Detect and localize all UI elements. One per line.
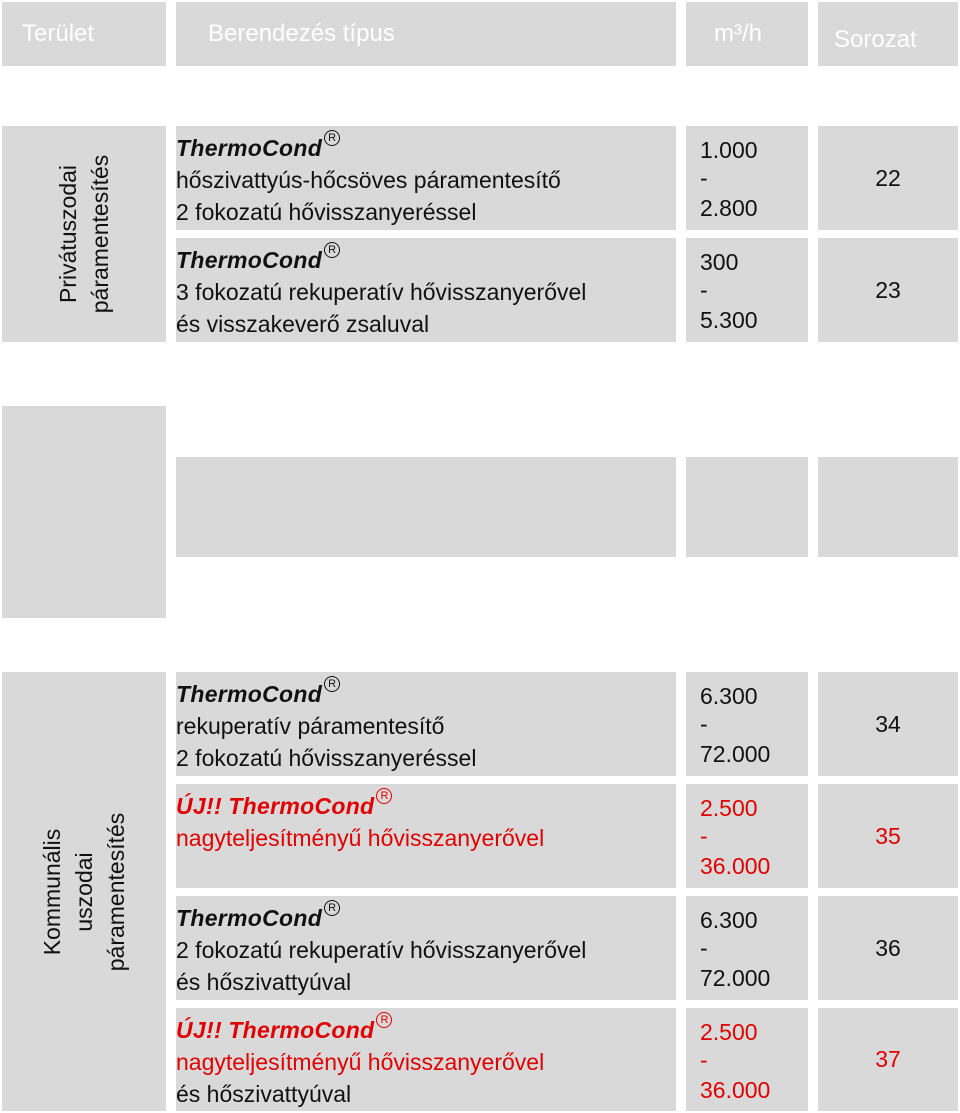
brand-name: ThermoCond (228, 793, 375, 819)
registered-icon: R (324, 242, 340, 258)
header-area: Terület (22, 20, 95, 47)
community-row-4-series: 37 (818, 1008, 958, 1111)
community-row-2-description: ÚJ!! ThermoCond R nagyteljesítményű hővisszanyerővel (176, 784, 676, 888)
header-series: Sorozat (834, 26, 917, 54)
empty-series-cell (818, 457, 958, 557)
community-row-2-series: 35 (818, 784, 958, 888)
community-row-4-range: 2.500 - 36.000 (686, 1008, 808, 1111)
private-row-1-range: 1.000 - 2.800 (686, 126, 808, 230)
empty-area-cell (2, 406, 166, 618)
registered-icon: R (324, 900, 340, 916)
community-row-2-range: 2.500 - 36.000 (686, 784, 808, 888)
new-badge: ÚJ!! (176, 793, 222, 819)
community-row-3-range: 6.300 - 72.000 (686, 896, 808, 1000)
registered-icon: R (324, 676, 340, 692)
private-row-2-range: 300 - 5.300 (686, 238, 808, 342)
community-area-label: Kommunális uszodai páramentesítés (39, 812, 129, 971)
brand-name: ThermoCond (176, 247, 323, 273)
brand-name: ThermoCond (176, 135, 323, 161)
brand-name: ThermoCond (228, 1017, 375, 1043)
community-row-3-series: 36 (818, 896, 958, 1000)
community-row-1-description: ThermoCond R rekuperatív páramentesítő 2 fokozatú hővisszanyeréssel (176, 672, 676, 776)
empty-flow-cell (686, 457, 808, 557)
community-row-1-series: 34 (818, 672, 958, 776)
header-type-cell (176, 2, 676, 66)
private-row-2-description: ThermoCond R 3 fokozatú rekuperatív hővisszanyerővel és visszakeverő zsaluval (176, 238, 676, 342)
header-type: Berendezés típus (208, 20, 395, 47)
header-area-cell (2, 2, 166, 66)
community-row-4-description: ÚJ!! ThermoCond R nagyteljesítményű hővisszanyerővel és hőszivattyúval (176, 1008, 676, 1111)
private-area-label: Privátuszodai páramentesítés (55, 154, 113, 314)
registered-icon: R (376, 1012, 392, 1028)
community-row-3-description: ThermoCond R 2 fokozatú rekuperatív hővisszanyerővel és hőszivattyúval (176, 896, 676, 1000)
registered-icon: R (324, 130, 340, 146)
registered-icon: R (376, 788, 392, 804)
new-badge: ÚJ!! (176, 1017, 222, 1043)
brand-name: ThermoCond (176, 681, 323, 707)
community-area-cell (2, 672, 166, 1111)
community-row-1-range: 6.300 - 72.000 (686, 672, 808, 776)
private-row-1-series: 22 (818, 126, 958, 230)
private-row-2-series: 23 (818, 238, 958, 342)
brand-name: ThermoCond (176, 905, 323, 931)
header-series-cell (818, 2, 958, 66)
header-flow: m³/h (714, 20, 762, 47)
private-area-cell (2, 126, 166, 342)
header-flow-cell (686, 2, 808, 66)
empty-type-cell (176, 457, 676, 557)
private-row-1-description: ThermoCond R hőszivattyús-hőcsöves páramentesítő 2 fokozatú hővisszanyeréssel (176, 126, 676, 230)
